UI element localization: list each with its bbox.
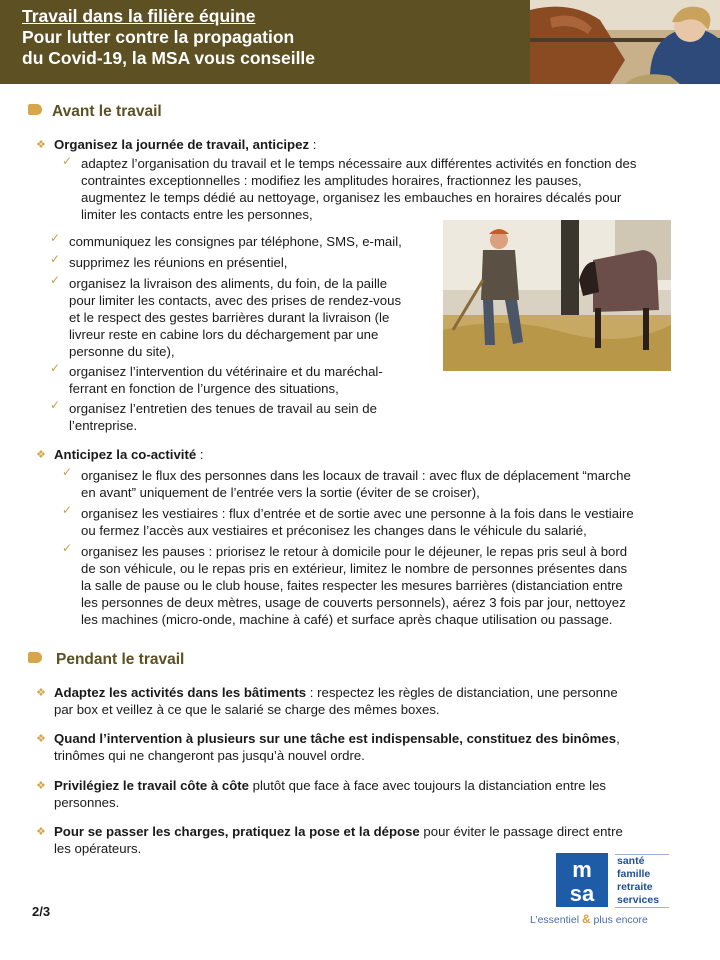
page-number: 2/3 (32, 904, 51, 919)
list-item-line: livreur reste en cabine lors du déchargement par une (69, 327, 379, 342)
paragraph-line: trinômes qui ne changeront pas jusqu’à nouvel ordre. (54, 748, 365, 763)
list-item (69, 275, 401, 360)
paragraph (54, 777, 606, 811)
section-title-text: Avant le travail (52, 103, 162, 120)
paragraph-line (54, 730, 620, 747)
list-item-line: les machines (micro-onde, machine à café) et surface après chaque utilisation ou passage. (81, 612, 613, 627)
msa-tagline (530, 912, 648, 926)
msa-logo-text (617, 855, 659, 907)
list-item-line: organisez le flux des personnes dans les locaux de travail : avec flux de déplacement “marche (81, 468, 631, 483)
check-mark-icon: ✓ (62, 154, 73, 168)
check-mark-icon: ✓ (50, 231, 61, 245)
diamond-cluster-icon: ❖ (36, 733, 46, 745)
logo-divider (615, 907, 669, 908)
check-mark-icon: ✓ (62, 465, 73, 479)
list-item: supprimez les réunions en présentiel, (69, 255, 288, 270)
diamond-cluster-icon: ❖ (36, 139, 46, 151)
list-item-line: limiter les contacts entre les personnes, (81, 207, 313, 222)
paragraph-text: : respectez les règles de distanciation, une personne (306, 685, 618, 700)
header-title (22, 6, 315, 69)
check-mark-icon: ✓ (50, 398, 61, 412)
diamond-cluster-icon: ❖ (36, 687, 46, 699)
check-mark-icon: ✓ (50, 361, 61, 375)
svg-text:m: m (572, 857, 592, 882)
group2-lead-suffix: : (196, 447, 204, 462)
header-title-line3: du Covid-19, la MSA vous conseille (22, 48, 316, 68)
photo-stable-worker-horse (443, 220, 671, 371)
list-item-line: ferrant en fonction de l’urgence des situations, (69, 381, 339, 396)
list-item-line: adaptez l’organisation du travail et le temps nécessaire aux différentes activités en fonction des (81, 156, 637, 171)
header-banner (0, 0, 720, 84)
group2-lead-bold: Anticipez la co-activité (54, 447, 197, 462)
paragraph-bold: Adaptez les activités dans les bâtiments (54, 685, 307, 700)
list-item (69, 363, 383, 397)
list-item-line: les personnes de deux mètres, usage de couverts personnels), aérez 3 fois par jour, nettoyez (81, 595, 626, 610)
svg-text:sa: sa (569, 881, 595, 906)
logo-line: services (617, 894, 660, 906)
group2-lead (54, 446, 204, 463)
paragraph-line (54, 777, 606, 794)
check-mark-icon: ✓ (50, 273, 61, 287)
list-item: communiquez les consignes par téléphone, SMS, e-mail, (69, 234, 402, 249)
list-item (81, 467, 631, 501)
list-item-line: en avant” uniquement de l’entrée vers la sortie (éviter de se croiser), (81, 485, 480, 500)
rounded-square-icon (28, 652, 42, 663)
section-title-pendant (28, 651, 184, 669)
logo-line: famille (617, 868, 651, 880)
tagline-text: L’essentiel (530, 914, 580, 926)
paragraph-line (54, 684, 618, 701)
list-item-line: organisez l’intervention du vétérinaire et du maréchal- (69, 364, 383, 379)
paragraph-line: les opérateurs. (54, 841, 142, 856)
check-mark-icon: ✓ (62, 541, 73, 555)
diamond-cluster-icon: ❖ (36, 449, 46, 461)
tagline-ampersand: & (581, 912, 591, 926)
list-item-line: pour limiter les contacts, avec des prises de rendez-vous (69, 293, 402, 308)
list-item (81, 543, 627, 628)
tagline-text: plus encore (590, 914, 648, 926)
header-title-line1: Travail dans la filière équine (22, 6, 256, 26)
paragraph-bold: Pour se passer les charges, pratiquez la pose et la dépose (54, 824, 420, 839)
diamond-cluster-icon: ❖ (36, 826, 46, 838)
list-item-line: la salle de pause ou le club house, faites respecter les mesures barrières (distanciation entre (81, 578, 623, 593)
check-mark-icon: ✓ (62, 503, 73, 517)
header-photo-horse-woman (530, 0, 720, 84)
check-mark-icon: ✓ (50, 252, 61, 266)
group1-lead (54, 136, 316, 153)
list-item (81, 155, 636, 223)
list-item-line: et le respect des gestes barrières durant la livraison (le (69, 310, 390, 325)
list-item-line: organisez la livraison des aliments, du foin, de la paille (69, 276, 388, 291)
list-item-line: l’entreprise. (69, 418, 138, 433)
paragraph-line: par box et veillez à ce que le salarié se charge des mêmes boxes. (54, 702, 440, 717)
list-item-line: organisez les vestiaires : flux d’entrée et de sortie avec une personne à la fois dans le vestiaire (81, 506, 634, 521)
paragraph (54, 823, 623, 857)
paragraph (54, 684, 618, 718)
diamond-cluster-icon: ❖ (36, 780, 46, 792)
logo-line: retraite (617, 881, 653, 893)
paragraph (54, 730, 620, 764)
paragraph-text: , (616, 731, 620, 746)
logo-line: santé (617, 855, 645, 867)
msa-logo (556, 853, 608, 907)
list-item (81, 505, 634, 539)
list-item-line: organisez l’entretien des tenues de travail au sein de (69, 401, 377, 416)
paragraph-text: pour éviter le passage direct entre (419, 824, 623, 839)
paragraph-text: plutôt que face à face avec toujours la distanciation entre les (248, 778, 606, 793)
header-title-line2: Pour lutter contre la propagation (22, 27, 295, 47)
paragraph-line: personnes. (54, 795, 120, 810)
list-item-line: organisez les pauses : priorisez le retour à domicile pour le déjeuner, le repas pris seul à bord (81, 544, 628, 559)
list-item-line: ou fermez l’accès aux vestiaires et préconisez les changes dans le véhicule du salarié, (81, 523, 587, 538)
rounded-square-icon (28, 104, 42, 115)
list-item (69, 400, 377, 434)
group1-lead-suffix: : (309, 137, 317, 152)
paragraph-bold: Privilégiez le travail côte à côte (54, 778, 249, 793)
section-title-avant (28, 103, 162, 121)
list-item-line: augmentez le temps dédié au nettoyage, organisez les embauches en horaires décalés pour (81, 190, 622, 205)
group1-lead-bold: Organisez la journée de travail, anticipez (54, 137, 310, 152)
list-item-line: de son véhicule, ou le repas pris en extérieur, limitez le nombre de personnes présentes dans (81, 561, 628, 576)
paragraph-line (54, 823, 623, 840)
section-title-text: Pendant le travail (56, 651, 185, 668)
list-item-line: personne du site), (69, 344, 175, 359)
list-item-line: contraintes exceptionnelles : modifiez les amplitudes horaires, fractionnez les pauses, (81, 173, 582, 188)
paragraph-bold: Quand l’intervention à plusieurs sur une tâche est indispensable, constituez des binômes (54, 731, 617, 746)
